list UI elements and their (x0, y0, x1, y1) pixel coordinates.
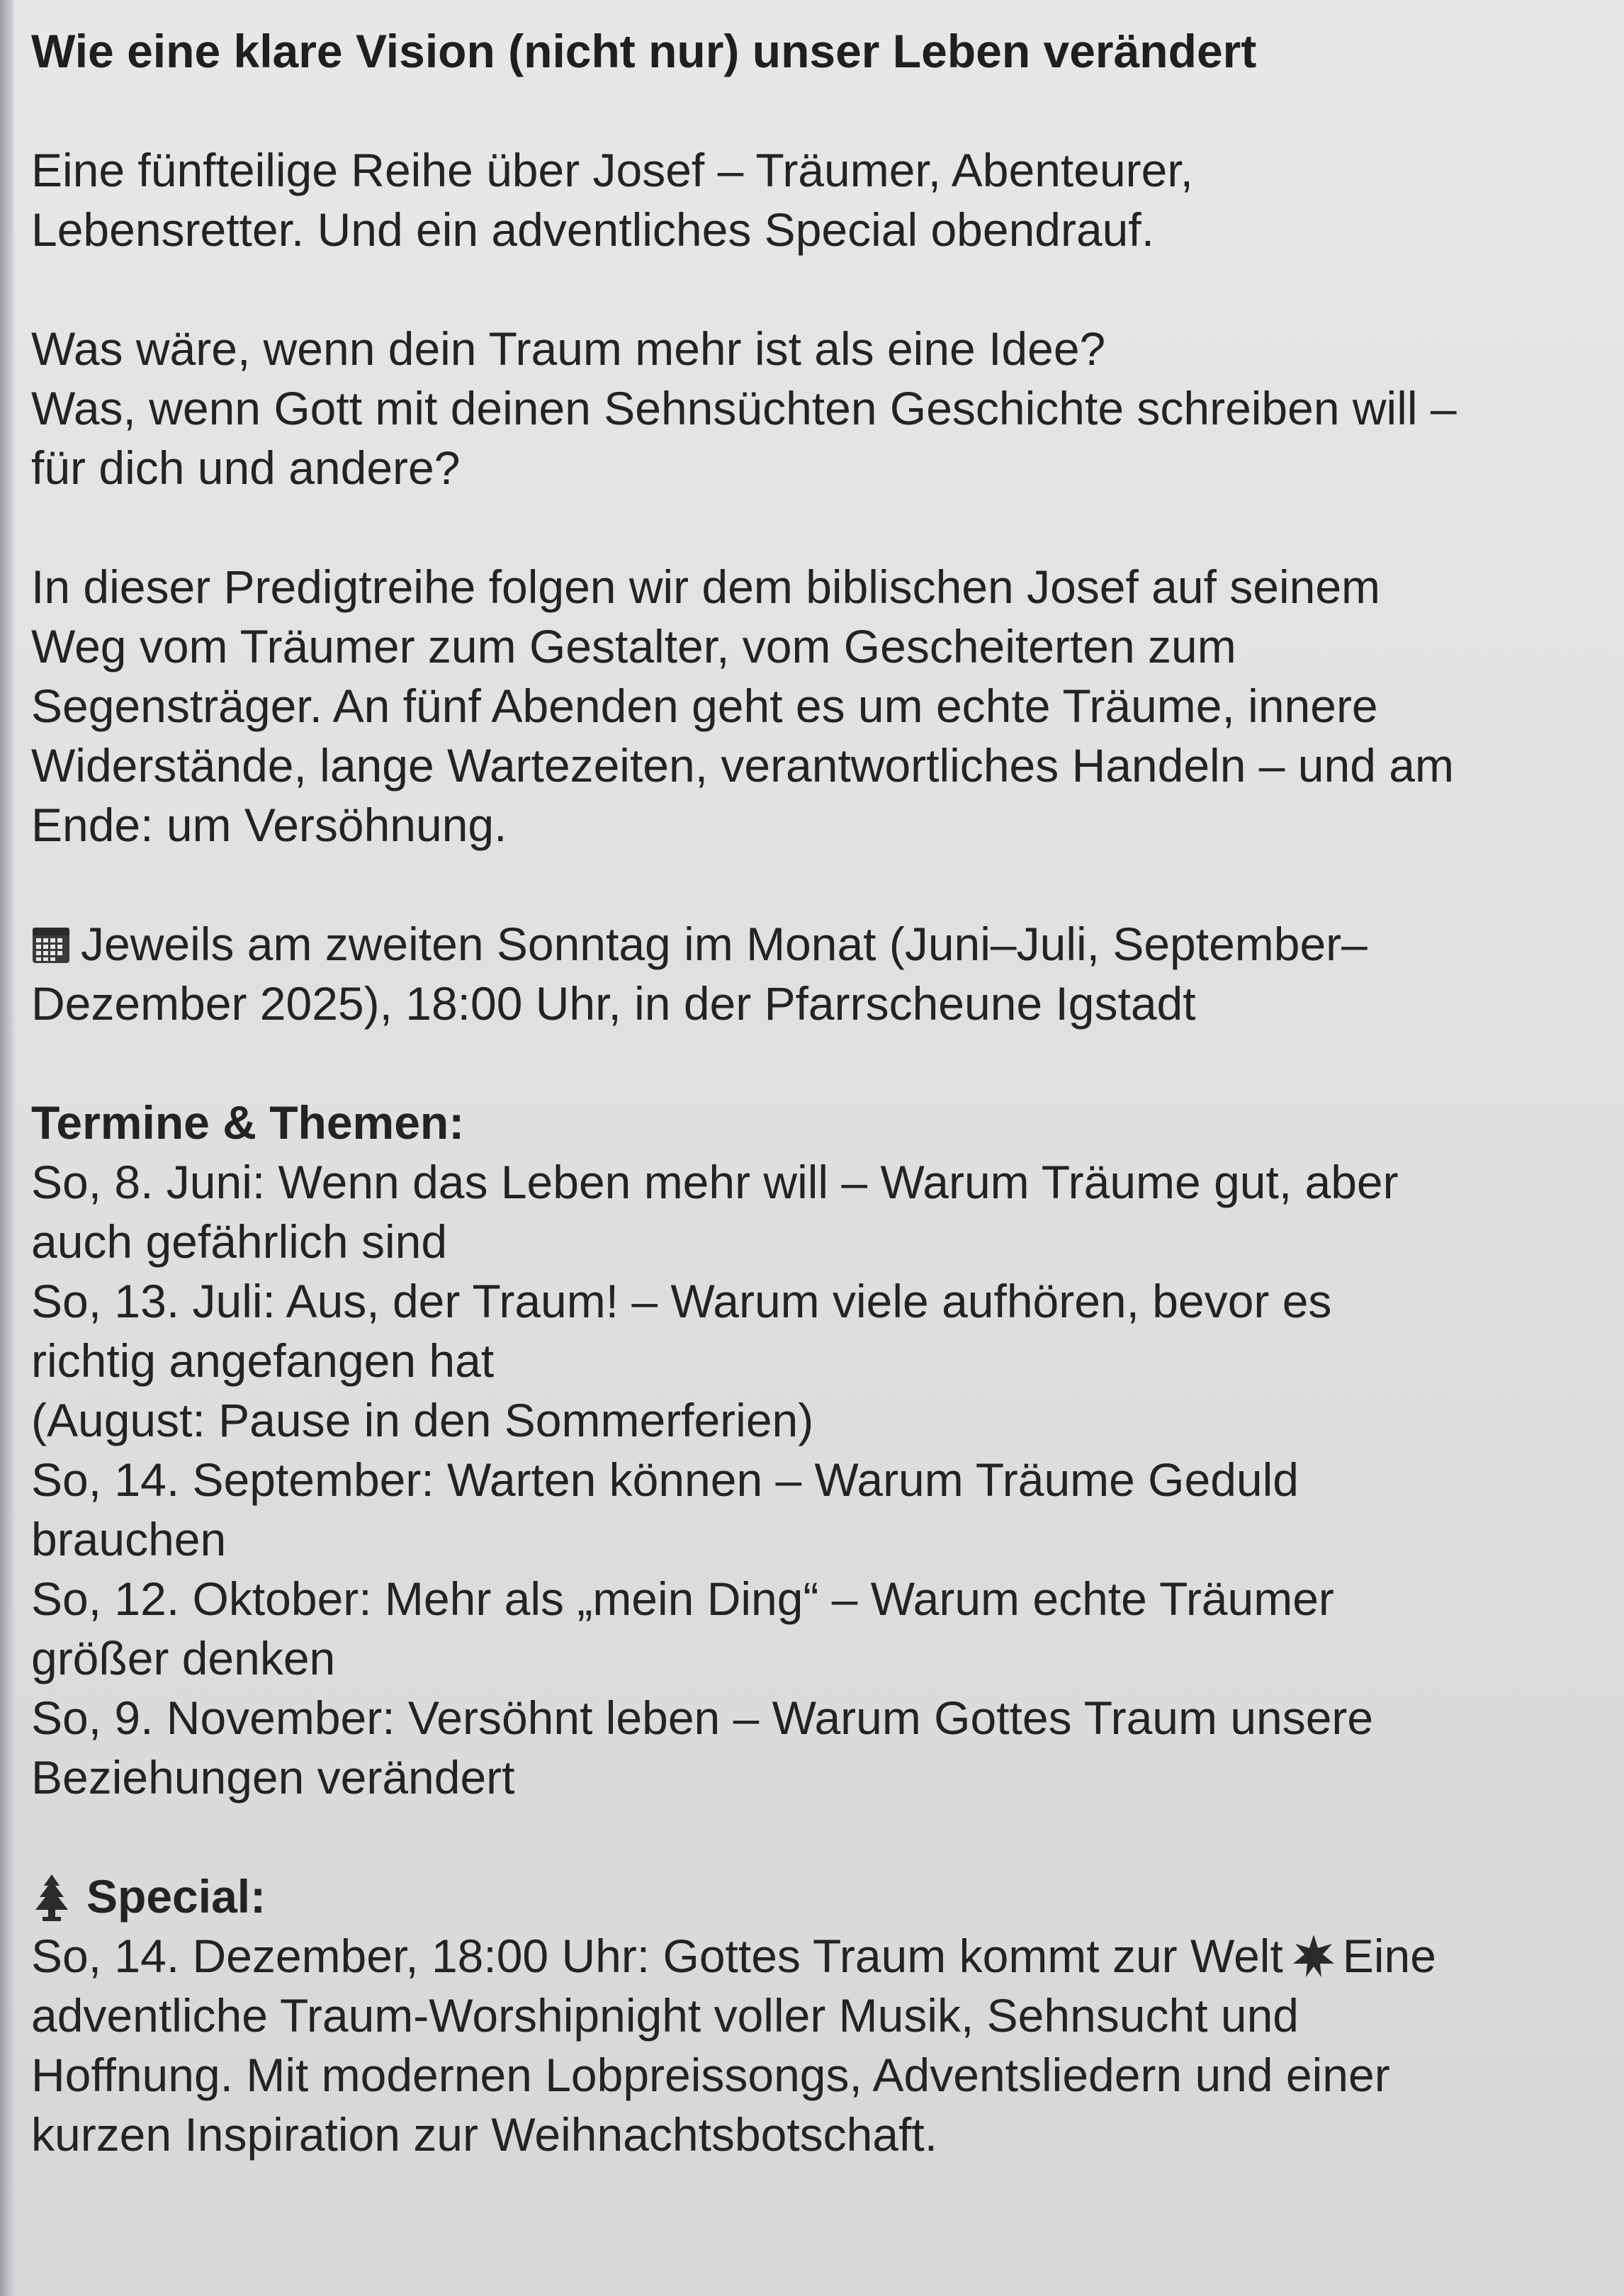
christmas-tree-icon (31, 1873, 72, 1923)
series-line: Segensträger. An fünf Abenden geht es um echte Träume, innere (31, 680, 1378, 732)
spacer (31, 497, 1581, 557)
dates-list (31, 1152, 1581, 1807)
dates-line: So, 13. Juli: Aus, der Traum! – Warum viele aufhören, bevor es (31, 1275, 1332, 1327)
spacer (31, 1033, 1581, 1093)
series-paragraph (31, 557, 1581, 855)
dates-line: Beziehungen verändert (31, 1751, 515, 1803)
spacer (31, 855, 1581, 914)
intro-line: Lebensretter. Und ein adventliches Special obendrauf. (31, 203, 1155, 256)
schedule-line: Dezember 2025), 18:00 Uhr, in der Pfarrscheune Igstadt (31, 977, 1196, 1030)
intro-line: Eine fünfteilige Reihe über Josef – Träumer, Abenteurer, (31, 144, 1194, 196)
spacer (31, 81, 1581, 140)
dates-line: So, 8. Juni: Wenn das Leben mehr will – Warum Träume gut, aber (31, 1156, 1399, 1208)
special-line (31, 1926, 1581, 1986)
star-icon (1290, 1932, 1337, 1979)
schedule-paragraph (31, 914, 1581, 1033)
schedule-line (31, 914, 1581, 974)
dates-line: richtig angefangen hat (31, 1334, 495, 1387)
series-line: Widerstände, lange Wartezeiten, verantwortliches Handeln – und am (31, 739, 1454, 792)
special-line: kurzen Inspiration zur Weihnachtsbotschaft. (31, 2108, 938, 2161)
special-heading-row (31, 1867, 1581, 1926)
document-title: Wie eine klare Vision (nicht nur) unser Leben verändert (31, 25, 1257, 77)
question-line: Was wäre, wenn dein Traum mehr ist als eine Idee? (31, 322, 1106, 375)
schedule-line-text: Jeweils am zweiten Sonntag im Monat (Juni–Juli, September– (81, 918, 1368, 970)
spacer (31, 1807, 1581, 1867)
dates-line: auch gefährlich sind (31, 1215, 448, 1268)
dates-line: So, 14. September: Warten können – Warum Träume Geduld (31, 1453, 1299, 1506)
special-line: Hoffnung. Mit modernen Lobpreissongs, Adventsliedern und einer (31, 2049, 1390, 2101)
series-line: In dieser Predigtreihe folgen wir dem biblischen Josef auf seinem (31, 561, 1381, 613)
dates-line: brauchen (31, 1513, 227, 1565)
special-heading: Special: (86, 1870, 266, 1923)
special-line-text: So, 14. Dezember, 18:00 Uhr: Gottes Traum kommt zur Welt (31, 1930, 1283, 1982)
special-line: adventliche Traum-Worshipnight voller Musik, Sehnsucht und (31, 1989, 1299, 2042)
dates-heading: Termine & Themen: (31, 1096, 465, 1149)
spacer (31, 259, 1581, 319)
dates-line: So, 9. November: Versöhnt leben – Warum Gottes Traum unsere (31, 1692, 1374, 1744)
question-line: Was, wenn Gott mit deinen Sehnsüchten Geschichte schreiben will – (31, 382, 1457, 434)
question-paragraph (31, 319, 1581, 497)
calendar-icon (31, 925, 71, 964)
dates-line: (August: Pause in den Sommerferien) (31, 1394, 814, 1446)
dates-line: So, 12. Oktober: Mehr als „mein Ding“ – Warum echte Träumer (31, 1572, 1334, 1625)
question-line: für dich und andere? (31, 441, 461, 494)
special-paragraph (31, 1926, 1581, 2164)
series-line: Weg vom Träumer zum Gestalter, vom Gescheiterten zum (31, 620, 1236, 673)
dates-line: größer denken (31, 1632, 336, 1684)
page-edge-shadow (0, 0, 16, 2296)
intro-paragraph (31, 140, 1581, 259)
series-line: Ende: um Versöhnung. (31, 799, 507, 851)
special-line-text: Eine (1342, 1930, 1436, 1982)
